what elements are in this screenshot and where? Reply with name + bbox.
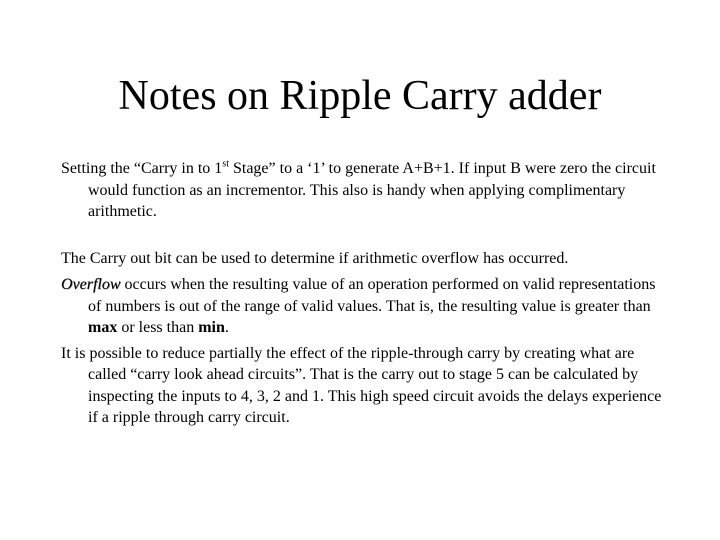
min-term: min (198, 319, 225, 336)
paragraph-carry-in-text-start: Setting the “Carry in to 1 (61, 160, 223, 177)
paragraph-overflow-text-1: occurs when the resulting value of an operation performed on valid representations of numbers is out of the range of valid values. That is, the resulting value is greater than (88, 276, 656, 315)
ordinal-superscript: st (222, 158, 229, 170)
paragraph-carry-in (61, 158, 671, 223)
paragraph-carry-out (61, 248, 671, 270)
paragraph-carry-look-ahead-text: It is possible to reduce partially the effect of the ripple-through carry by creating what are called “carry look ahead circuits”. That is the carry out to stage 5 can be calculated by inspecting the inputs to 4, 3, 2 and 1. This high speed circuit avoids the delays experience if a ripple through carry circuit. (61, 344, 662, 426)
slide-title: Notes on Ripple Carry adder (118, 73, 602, 119)
overflow-term: Overflow (61, 276, 121, 293)
slide-body (61, 158, 671, 429)
paragraph-carry-out-text: The Carry out bit can be used to determine if arithmetic overflow has occurred. (61, 249, 569, 267)
paragraph-carry-look-ahead (61, 343, 671, 429)
paragraph-overflow-text-2: or less than (117, 319, 199, 336)
max-term: max (88, 319, 118, 336)
paragraph-overflow (61, 274, 671, 339)
paragraph-carry-in-text-end: Stage” to a ‘1’ to generate A+B+1. If input B were zero the circuit would function as an incrementor. This also is handy when applying complimentary arithmetic. (88, 160, 656, 220)
paragraph-overflow-text-3: . (224, 319, 229, 336)
